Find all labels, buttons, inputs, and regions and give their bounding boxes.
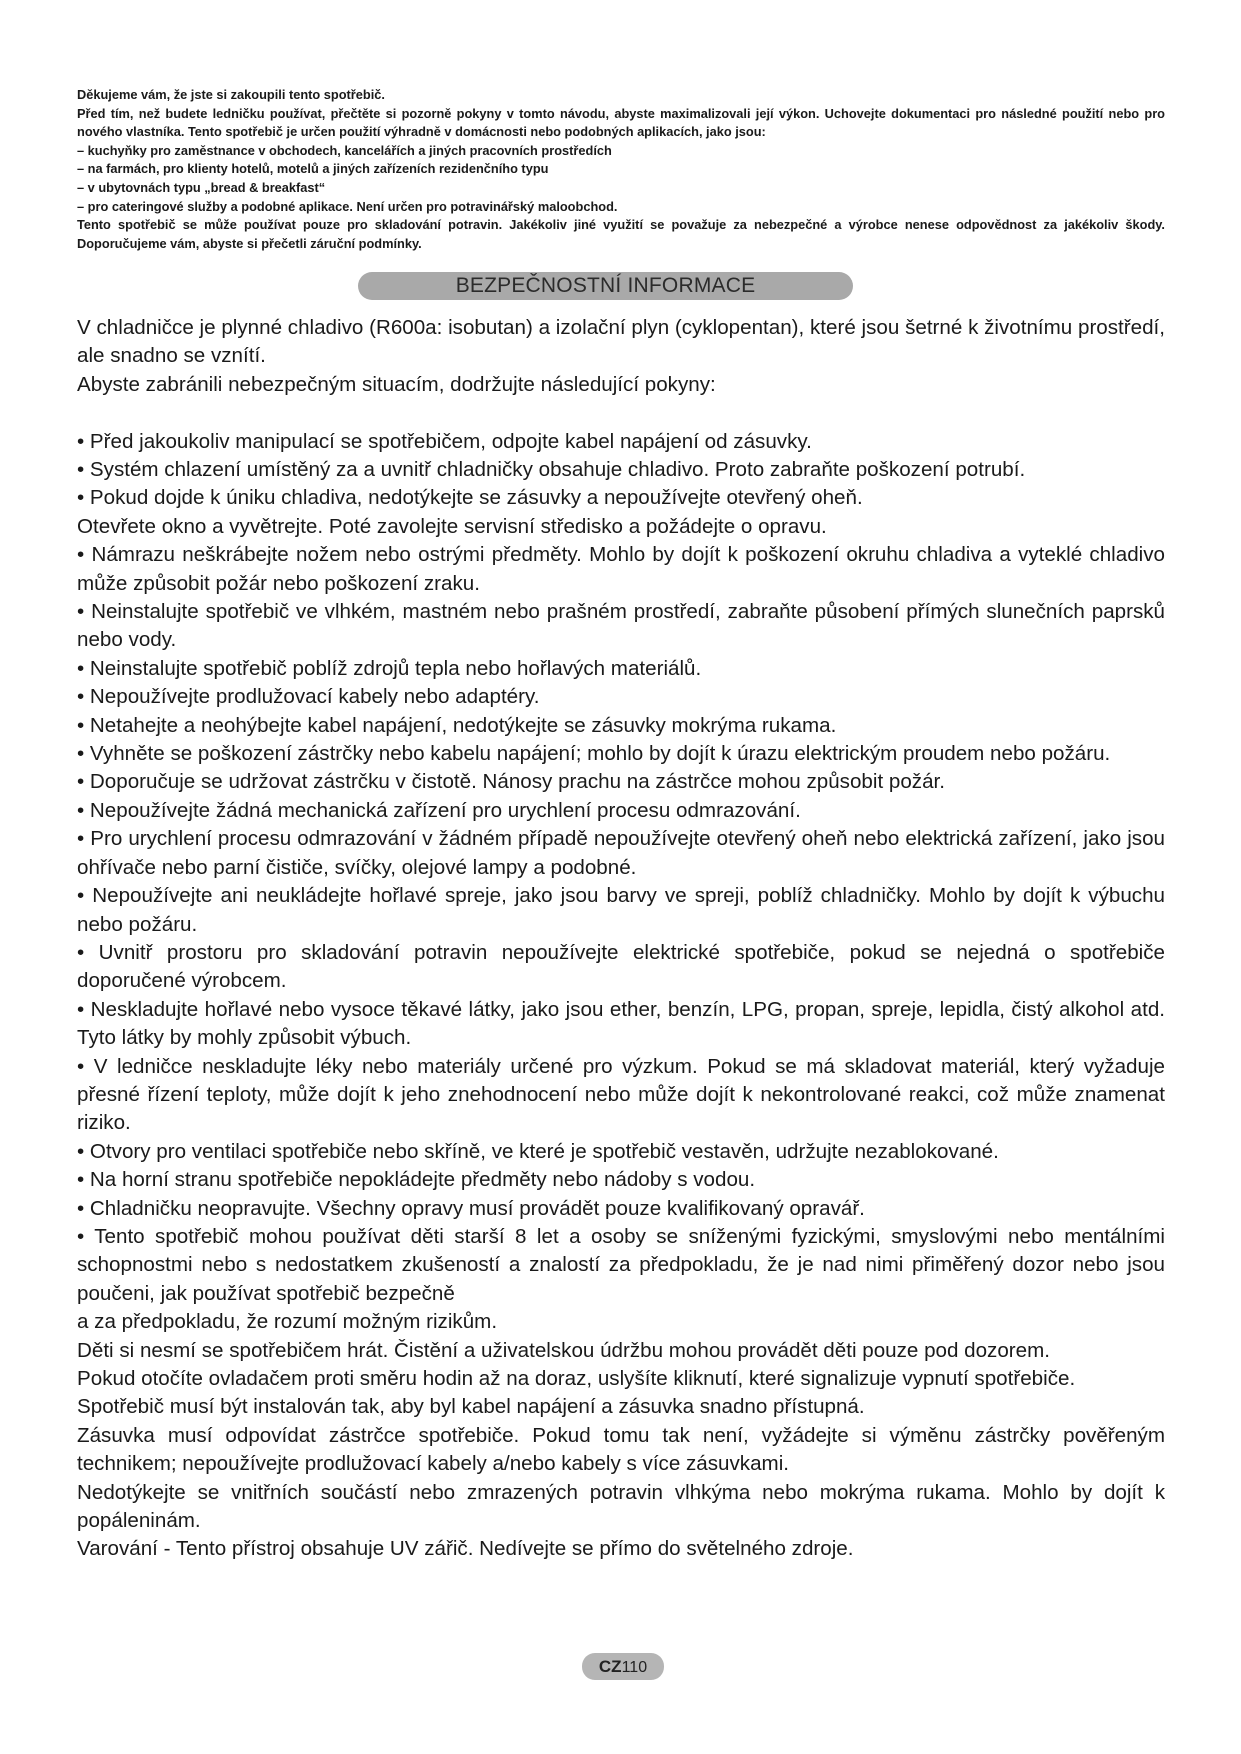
safety-body xyxy=(77,314,1165,1564)
bullet-item: • Uvnitř prostoru pro skladování potravin nepoužívejte elektrické spotřebiče, pokud se nejedná o spotřebiče doporučené výrobcem. xyxy=(77,940,1165,993)
section-title: BEZPEČNOSTNÍ INFORMACE xyxy=(358,272,853,300)
intro-line: – v ubytovnách typu „bread & breakfast“ xyxy=(77,179,326,195)
paragraph: Děti si nesmí se spotřebičem hrát. Čistění a uživatelskou údržbu mohou provádět děti pouze pod dozorem. xyxy=(77,1338,1050,1362)
bullet-item: • Nepoužívejte ani neukládejte hořlavé spreje, jako jsou barvy ve spreji, poblíž chladničky. Mohlo by dojít k výbuchu nebo požáru. xyxy=(77,884,1165,936)
page-number: 110 xyxy=(621,1659,648,1676)
bullet-item: • Otvory pro ventilaci spotřebiče nebo skříně, ve které je spotřebič vestavěn, udržujte nezablokované. xyxy=(77,1139,999,1163)
intro-line: Tento spotřebič se může používat pouze pro skladování potravin. Jakékoliv jiné využití se považuje za nebezpečné a výrobce nenese odpovědnost za jakékoliv škody. Doporučujeme vám, abyste si přečetli záruční podmínky. xyxy=(77,217,1165,251)
intro-line: – kuchyňky pro zaměstnance v obchodech, kancelářích a jiných pracovních prostředích xyxy=(77,142,612,158)
paragraph: Pokud otočíte ovladačem proti směru hodin až na doraz, uslyšíte kliknutí, které signalizuje vypnutí spotřebiče. xyxy=(77,1367,1076,1391)
paragraph: Nedotýkejte se vnitřních součástí nebo zmrazených potravin vlhkýma nebo mokrýma rukama. Mohlo by dojít k popáleninám. xyxy=(77,1480,1165,1533)
bullet-item: • Pokud dojde k úniku chladiva, nedotýkejte se zásuvky a nepoužívejte otevřený oheň. xyxy=(77,486,863,510)
bullet-item: • Pro urychlení procesu odmrazování v žádném případě nepoužívejte otevřený oheň nebo elektrická zařízení, jako jsou ohřívače nebo parní čističe, svíčky, olejové lampy a podobné. xyxy=(77,827,1165,879)
paragraph: V chladničce je plynné chladivo (R600a: isobutan) a izolační plyn (cyklopentan), které jsou šetrné k životnímu prostředí, ale snadno se vznítí. xyxy=(77,316,1165,368)
bullet-item: • V ledničce neskladujte léky nebo materiály určené pro výzkum. Pokud se má skladovat materiál, který vyžaduje přesné řízení teploty, může dojít k jeho znehodnocení nebo může dojít k nekontrolované reakci, což může znamenat riziko. xyxy=(77,1054,1165,1135)
bullet-item: • Vyhněte se poškození zástrčky nebo kabelu napájení; mohlo by dojít k úrazu elektrickým proudem nebo požáru. xyxy=(77,742,1111,766)
paragraph: Zásuvka musí odpovídat zástrčce spotřebiče. Pokud tomu tak není, vyžádejte si výměnu zástrčky pověřeným technikem; nepoužívejte prodlužovací kabely a/nebo kabely s více zásuvkami. xyxy=(77,1423,1165,1476)
paragraph: Spotřebič musí být instalován tak, aby byl kabel napájení a zásuvka snadno přístupná. xyxy=(77,1395,865,1419)
bullet-item: • Neinstalujte spotřebič ve vlhkém, mastném nebo prašném prostředí, zabraňte působení přímých slunečních paprsků nebo vody. xyxy=(77,600,1165,652)
bullet-item: • Tento spotřebič mohou používat děti starší 8 let a osoby se sníženými fyzickými, smyslovými nebo mentálními schopnostmi nebo s nedostatkem zkušeností a znalostí za předpokladu, že je nad nimi přiměřený dozor nebo jsou poučeni, jak používat spotřebič bezpečně xyxy=(77,1224,1165,1305)
bullet-item: • Neskladujte hořlavé nebo vysoce těkavé látky, jako jsou ether, benzín, LPG, propan, spreje, lepidla, čistý alkohol atd. Tyto látky by mohly způsobit výbuch. xyxy=(77,997,1165,1050)
language-code: CZ xyxy=(598,1657,622,1676)
warning-text: Varování - Tento přístroj obsahuje UV zářič. Nedívejte se přímo do světelného zdroje. xyxy=(77,1537,854,1561)
intro-block xyxy=(77,86,1165,253)
bullet-item: • Neinstalujte spotřebič poblíž zdrojů tepla nebo hořlavých materiálů. xyxy=(77,656,702,680)
bullet-item: • Netahejte a neohýbejte kabel napájení, nedotýkejte se zásuvky mokrýma rukama. xyxy=(77,713,837,737)
bullet-item: • Nepoužívejte žádná mechanická zařízení pro urychlení procesu odmrazování. xyxy=(77,798,801,822)
paragraph: a za předpokladu, že rozumí možným rizikům. xyxy=(77,1310,498,1334)
bullet-item: • Chladničku neopravujte. Všechny opravy musí provádět pouze kvalifikovaný opravář. xyxy=(77,1196,865,1220)
bullet-item: • Na horní stranu spotřebiče nepokládejte předměty nebo nádoby s vodou. xyxy=(77,1168,756,1192)
bullet-item: • Před jakoukoliv manipulací se spotřebičem, odpojte kabel napájení od zásuvky. xyxy=(77,429,812,453)
intro-line: – pro cateringové služby a podobné aplikace. Není určen pro potravinářský maloobchod. xyxy=(77,198,618,214)
page-number-badge xyxy=(582,1653,664,1680)
intro-line: Před tím, než budete ledničku používat, přečtěte si pozorně pokyny v tomto návodu, abyste maximalizovali její výkon. Uchovejte dokumentaci pro následné použití nebo pro nového vlastníka. Tento spotřebič je určen použití výhradně v domácnosti nebo podobných aplikacích, jako jsou: xyxy=(77,105,1165,140)
intro-line: – na farmách, pro klienty hotelů, motelů a jiných zařízeních rezidenčního typu xyxy=(77,161,549,177)
document-page xyxy=(77,86,1165,1561)
bullet-item: • Systém chlazení umístěný za a uvnitř chladničky obsahuje chladivo. Proto zabraňte poškození potrubí. xyxy=(77,458,1026,482)
paragraph: Abyste zabránili nebezpečným situacím, dodržujte následující pokyny: xyxy=(77,372,716,396)
bullet-item: • Nepoužívejte prodlužovací kabely nebo adaptéry. xyxy=(77,685,540,709)
bullet-item: • Námrazu neškrábejte nožem nebo ostrými předměty. Mohlo by dojít k poškození okruhu chladiva a vyteklé chladivo může způsobit požár nebo poškození zraku. xyxy=(77,543,1165,595)
paragraph: Otevřete okno a vyvětrejte. Poté zavolejte servisní středisko a požádejte o opravu. xyxy=(77,514,827,538)
bullet-item: • Doporučuje se udržovat zástrčku v čistotě. Nánosy prachu na zástrčce mohou způsobit požár. xyxy=(77,770,946,794)
intro-line: Děkujeme vám, že jste si zakoupili tento spotřebič. xyxy=(77,87,385,102)
